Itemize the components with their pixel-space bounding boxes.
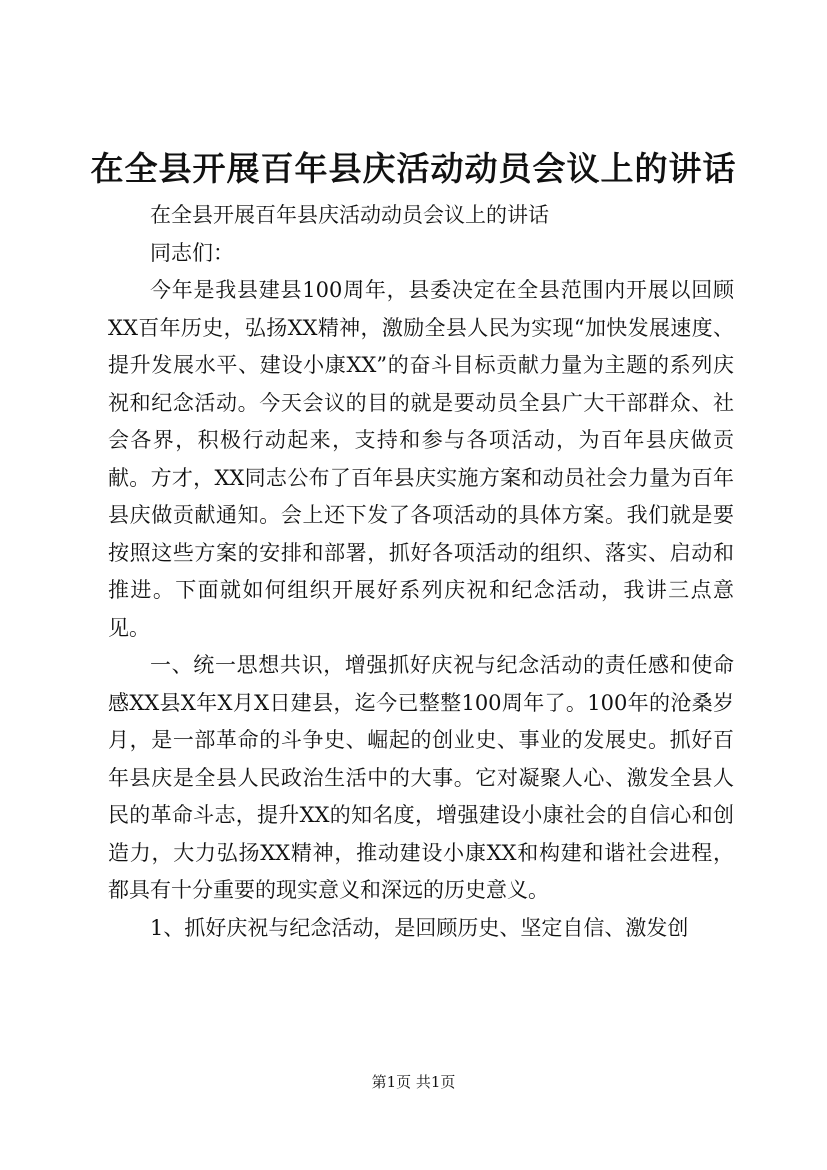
page-footer <box>0 1072 827 1092</box>
subtitle-paragraph: 在全县开展百年县庆活动动员会议上的讲话 <box>150 203 549 227</box>
salutation-paragraph: 同志们： <box>150 240 234 265</box>
page-number-label: 第1页 共1页 <box>371 1073 456 1091</box>
point-one-paragraph: 1、抓好庆祝与纪念活动，是回顾历史、坚定自信、激发创 <box>150 915 689 940</box>
document-title: 在全县开展百年县庆活动动员会议上的讲话 <box>90 149 737 188</box>
section-one-paragraph: 一、统一思想共识，增强抓好庆祝与纪念活动的责任感和使命感XX县X年X月X日建县，迄今已整整100周年了。100年的沧桑岁月，是一部革命的斗争史、崛起的创业史、事业的发展史。抓好百年县庆是全县人民政治生活中的大事。它对凝聚人心、激发全县人民的革命斗志，提升XX的知名度，增强建设小康社会的自信心和创造力，大力弘扬XX精神，推动建设小康XX和构建和谐社会进程，都具有十分重要的现实意义和深远的历史意义。 <box>108 653 734 902</box>
document-body <box>108 197 734 947</box>
intro-paragraph: 今年是我县建县100周年，县委决定在全县范围内开展以回顾XX百年历史，弘扬XX精神，激励全县人民为实现“加快发展速度、提升发展水平、建设小康XX”的奋斗目标贡献力量为主题的系列庆祝和纪念活动。今天会议的目的就是要动员全县广大干部群众、社会各界，积极行动起来，支持和参与各项活动，为百年县庆做贡献。方才，XX同志公布了百年县庆实施方案和动员社会力量为百年县庆做贡献通知。会上还下发了各项活动的具体方案。我们就是要按照这些方案的安排和部署，抓好各项活动的组织、落实、启动和推进。下面就如何组织开展好系列庆祝和纪念活动，我讲三点意见。 <box>108 278 734 640</box>
